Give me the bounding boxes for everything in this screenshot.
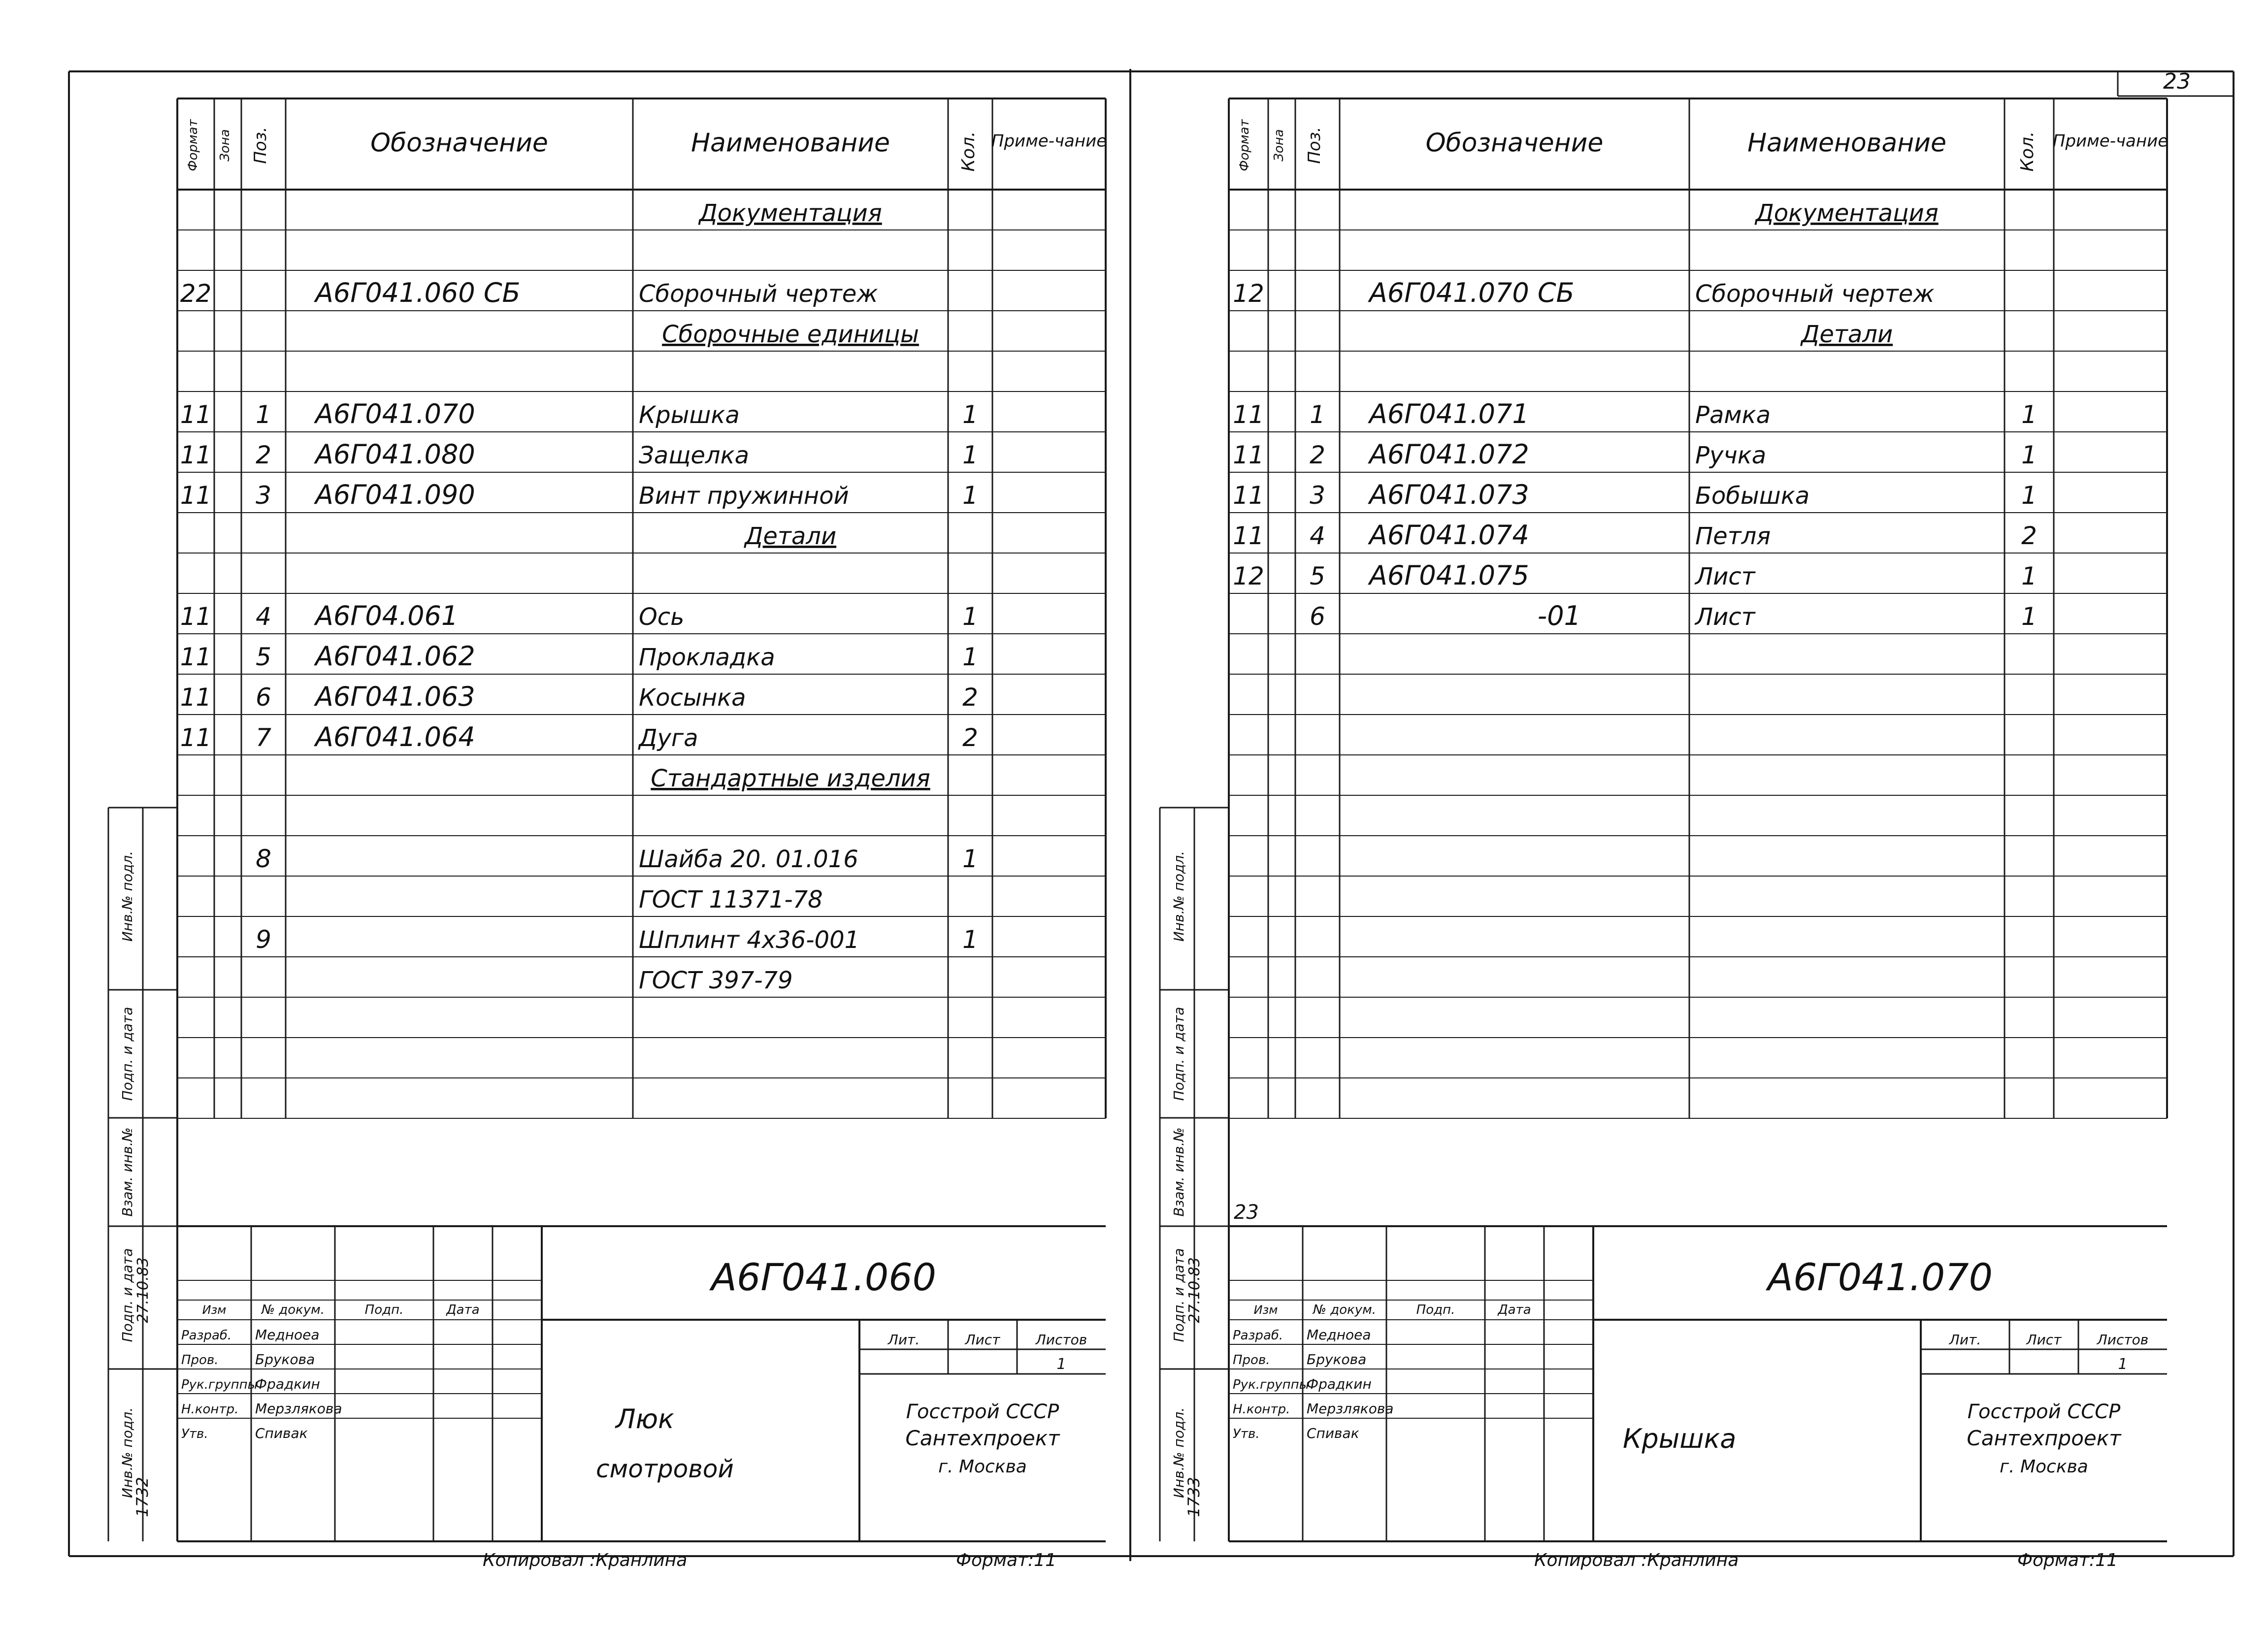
stamp-label-data: Дата: [1498, 1303, 1531, 1317]
cell-qty: 1: [962, 400, 978, 429]
stamp-sheets-total: 1: [1056, 1356, 1066, 1373]
cell-designation: А6Г041.071: [1369, 398, 1529, 429]
side-inv-number: 1733: [1184, 1477, 1203, 1517]
cell-pos: 4: [1310, 521, 1325, 550]
cell-format: 12: [1233, 562, 1264, 590]
stamp-org: г. Москва: [2000, 1457, 2088, 1477]
stamp-role: Утв.: [181, 1427, 208, 1441]
footer-copied: Копировал :Кранлина: [1534, 1550, 1739, 1570]
footer-format: Формат:11: [956, 1550, 1056, 1570]
side-label: Инв.№ подл.: [119, 1407, 135, 1499]
header-format: Формат: [1237, 119, 1252, 171]
cell-name: Ось: [639, 603, 685, 631]
cell-format: 11: [1233, 441, 1264, 469]
cell-pos: 1: [1310, 400, 1325, 429]
cell-designation: А6Г041.090: [315, 479, 475, 510]
stamp-label-sheet: Лист: [2026, 1332, 2062, 1348]
header-note: Приме-чание: [2052, 131, 2169, 151]
cell-pos: 9: [256, 925, 271, 954]
stamp-role: Рук.группы: [1233, 1377, 1310, 1392]
header-zone: Зона: [218, 129, 232, 162]
stamp-role: Разраб.: [181, 1328, 232, 1343]
header-designation: Обозначение: [370, 128, 548, 158]
header-pos: Поз.: [1305, 127, 1324, 164]
stamp-label-izm: Изм: [1253, 1303, 1278, 1317]
cell-pos: 4: [256, 602, 271, 631]
side-inv-number: 1732: [133, 1477, 152, 1517]
cell-pos: 3: [1310, 481, 1325, 510]
side-label: Подп. и дата: [1171, 1007, 1187, 1101]
cell-designation: А6Г041.070: [315, 398, 475, 429]
cell-pos: 8: [256, 845, 271, 873]
section-heading: Документация: [1755, 199, 1939, 227]
header-qty: Кол.: [958, 131, 979, 172]
stamp-designation: А6Г041.060: [711, 1255, 936, 1299]
cell-format: 11: [180, 441, 212, 469]
stamp-sheets-total: 1: [2118, 1356, 2128, 1373]
cell-qty: 1: [962, 845, 978, 873]
cell-qty: 1: [962, 643, 978, 671]
cell-qty: 1: [962, 481, 978, 510]
stamp-person: Брукова: [255, 1351, 315, 1368]
header-name: Наименование: [690, 128, 890, 158]
cell-pos: 6: [256, 683, 271, 712]
cell-designation: А6Г041.064: [315, 721, 475, 752]
header-zone: Зона: [1272, 129, 1286, 162]
cell-qty: 1: [2021, 602, 2037, 631]
cell-format: 12: [1233, 279, 1264, 308]
cell-name: Бобышка: [1695, 482, 1810, 510]
cell-designation: А6Г041.060 СБ: [315, 277, 521, 308]
cell-format: 11: [180, 602, 212, 631]
cell-designation: А6Г041.073: [1369, 479, 1529, 510]
side-label: Подп. и дата: [1171, 1248, 1187, 1342]
stamp-title: смотровой: [596, 1455, 734, 1483]
section-heading: Детали: [1801, 321, 1893, 348]
stamp-person: Фрадкин: [1307, 1376, 1372, 1392]
stamp-person: Брукова: [1307, 1351, 1367, 1368]
side-date: 27.10.83: [1186, 1257, 1203, 1323]
cell-qty: 1: [962, 602, 978, 631]
cell-format: 11: [180, 481, 212, 510]
stamp-role: Разраб.: [1233, 1328, 1283, 1343]
cell-format: 22: [180, 279, 212, 308]
cell-designation: А6Г041.070 СБ: [1369, 277, 1575, 308]
side-label: Подп. и дата: [119, 1007, 135, 1101]
cell-name: Сборочный чертеж: [639, 280, 878, 308]
cell-designation: А6Г041.080: [315, 439, 475, 470]
stamp-role: Рук.группы: [181, 1377, 258, 1392]
stamp-person: Фрадкин: [255, 1376, 320, 1392]
side-label: Инв.№ подл.: [119, 850, 135, 942]
stamp-org: Госстрой СССР: [906, 1401, 1059, 1423]
cell-name: Дуга: [639, 724, 698, 752]
cell-pos: 7: [256, 723, 271, 752]
side-date: 27.10.83: [134, 1257, 152, 1323]
stamp-role: Пров.: [181, 1353, 219, 1368]
stamp-person: Медноеа: [255, 1327, 320, 1343]
stamp-person: Спивак: [1307, 1425, 1359, 1441]
section-heading: Стандартные изделия: [651, 765, 930, 792]
stamp-org: г. Москва: [938, 1457, 1027, 1477]
stamp-label-sheets: Листов: [2097, 1332, 2149, 1348]
side-label: Взам. инв.№: [119, 1127, 135, 1217]
stamp-role: Утв.: [1233, 1427, 1260, 1441]
cell-qty: 1: [962, 441, 978, 469]
cell-name: Винт пружинной: [639, 482, 849, 510]
stamp-label-data: Дата: [446, 1303, 480, 1317]
section-heading: Документация: [699, 199, 882, 227]
stamp-role: Н.контр.: [181, 1402, 239, 1417]
stamp-label-lit: Лит.: [1949, 1332, 1981, 1348]
side-label: Подп. и дата: [119, 1248, 135, 1342]
cell-name: Сборочный чертеж: [1695, 280, 1935, 308]
footer-format: Формат:11: [2017, 1550, 2118, 1570]
cell-designation: А6Г041.072: [1369, 439, 1529, 470]
cell-qty: 1: [2021, 481, 2037, 510]
cell-qty: 1: [962, 925, 978, 954]
cell-qty: 2: [962, 723, 978, 752]
stamp-designation: А6Г041.070: [1768, 1255, 1993, 1299]
cell-designation: А6Г041.074: [1369, 520, 1529, 551]
stamp-person: Медноеа: [1307, 1327, 1371, 1343]
stamp-label-podp: Подп.: [364, 1303, 404, 1317]
cell-format: 11: [1233, 521, 1264, 550]
cell-format: 11: [1233, 400, 1264, 429]
cell-name: Рамка: [1695, 401, 1771, 429]
side-label: Инв.№ подл.: [1171, 850, 1187, 942]
stamp-person: Мерзлякова: [255, 1401, 342, 1417]
section-heading: Сборочные единицы: [662, 321, 919, 348]
stamp-title: Люк: [616, 1403, 674, 1434]
cell-name: Прокладка: [639, 644, 775, 671]
stamp-role: Пров.: [1233, 1353, 1270, 1368]
cell-name: Косынка: [639, 684, 746, 712]
cell-qty: 1: [2021, 441, 2037, 469]
footer-copied: Копировал :Кранлина: [483, 1550, 688, 1570]
cell-designation: А6Г041.062: [315, 641, 475, 672]
stamp-org: Сантехпроект: [1967, 1426, 2121, 1450]
cell-name: ГОСТ 11371-78: [639, 886, 823, 913]
header-name: Наименование: [1747, 128, 1947, 158]
cell-pos: 1: [256, 400, 271, 429]
cell-format: 11: [180, 723, 212, 752]
cell-format: 11: [1233, 481, 1264, 510]
cell-pos: 5: [1310, 562, 1325, 590]
stamp-label-podp: Подп.: [1416, 1303, 1455, 1317]
cell-qty: 2: [2021, 521, 2037, 550]
cell-name: Ручка: [1695, 442, 1767, 469]
cell-designation: А6Г041.063: [315, 681, 475, 712]
stamp-role: Н.контр.: [1233, 1402, 1290, 1417]
stamp-label-sheets: Листов: [1035, 1332, 1087, 1348]
cell-designation: -01: [1537, 600, 1581, 631]
cell-format: 11: [180, 683, 212, 712]
stamp-page-marker: 23: [1234, 1201, 1259, 1224]
cell-designation: А6Г04.061: [315, 600, 459, 631]
cell-name: Петля: [1695, 522, 1771, 550]
stamp-label-doc: № докум.: [1313, 1303, 1377, 1317]
header-qty: Кол.: [2017, 131, 2038, 172]
stamp-title: Крышка: [1623, 1423, 1737, 1454]
cell-name: Шплинт 4х36-001: [639, 926, 860, 954]
cell-name: Защелка: [639, 442, 750, 469]
cell-pos: 2: [256, 441, 271, 469]
cell-pos: 5: [256, 643, 271, 671]
cell-qty: 1: [2021, 562, 2037, 590]
header-note: Приме-чание: [991, 131, 1107, 151]
header-format: Формат: [186, 119, 200, 171]
cell-name: Крышка: [639, 401, 740, 429]
cell-format: 11: [180, 643, 212, 671]
stamp-label-sheet: Лист: [965, 1332, 1000, 1348]
stamp-person: Спивак: [255, 1425, 308, 1441]
cell-pos: 2: [1310, 441, 1325, 469]
cell-name: Шайба 20. 01.016: [639, 846, 858, 873]
cell-name: Лист: [1695, 563, 1755, 590]
stamp-label-lit: Лит.: [887, 1332, 920, 1348]
page-number: 23: [2163, 69, 2191, 94]
cell-qty: 1: [2021, 400, 2037, 429]
side-label: Взам. инв.№: [1171, 1127, 1187, 1217]
header-designation: Обозначение: [1425, 128, 1604, 158]
stamp-org: Сантехпроект: [905, 1426, 1060, 1450]
cell-designation: А6Г041.075: [1369, 560, 1529, 591]
cell-name: ГОСТ 397-79: [639, 967, 793, 994]
cell-pos: 3: [256, 481, 271, 510]
stamp-label-doc: № докум.: [261, 1303, 325, 1317]
side-label: Инв.№ подл.: [1171, 1407, 1187, 1499]
section-heading: Детали: [744, 522, 837, 550]
cell-pos: 6: [1310, 602, 1325, 631]
stamp-label-izm: Изм: [202, 1303, 227, 1317]
cell-format: 11: [180, 400, 212, 429]
cell-qty: 2: [962, 683, 978, 712]
header-pos: Поз.: [251, 127, 270, 164]
stamp-org: Госстрой СССР: [1967, 1401, 2121, 1423]
cell-name: Лист: [1695, 603, 1755, 631]
stamp-person: Мерзлякова: [1307, 1401, 1394, 1417]
